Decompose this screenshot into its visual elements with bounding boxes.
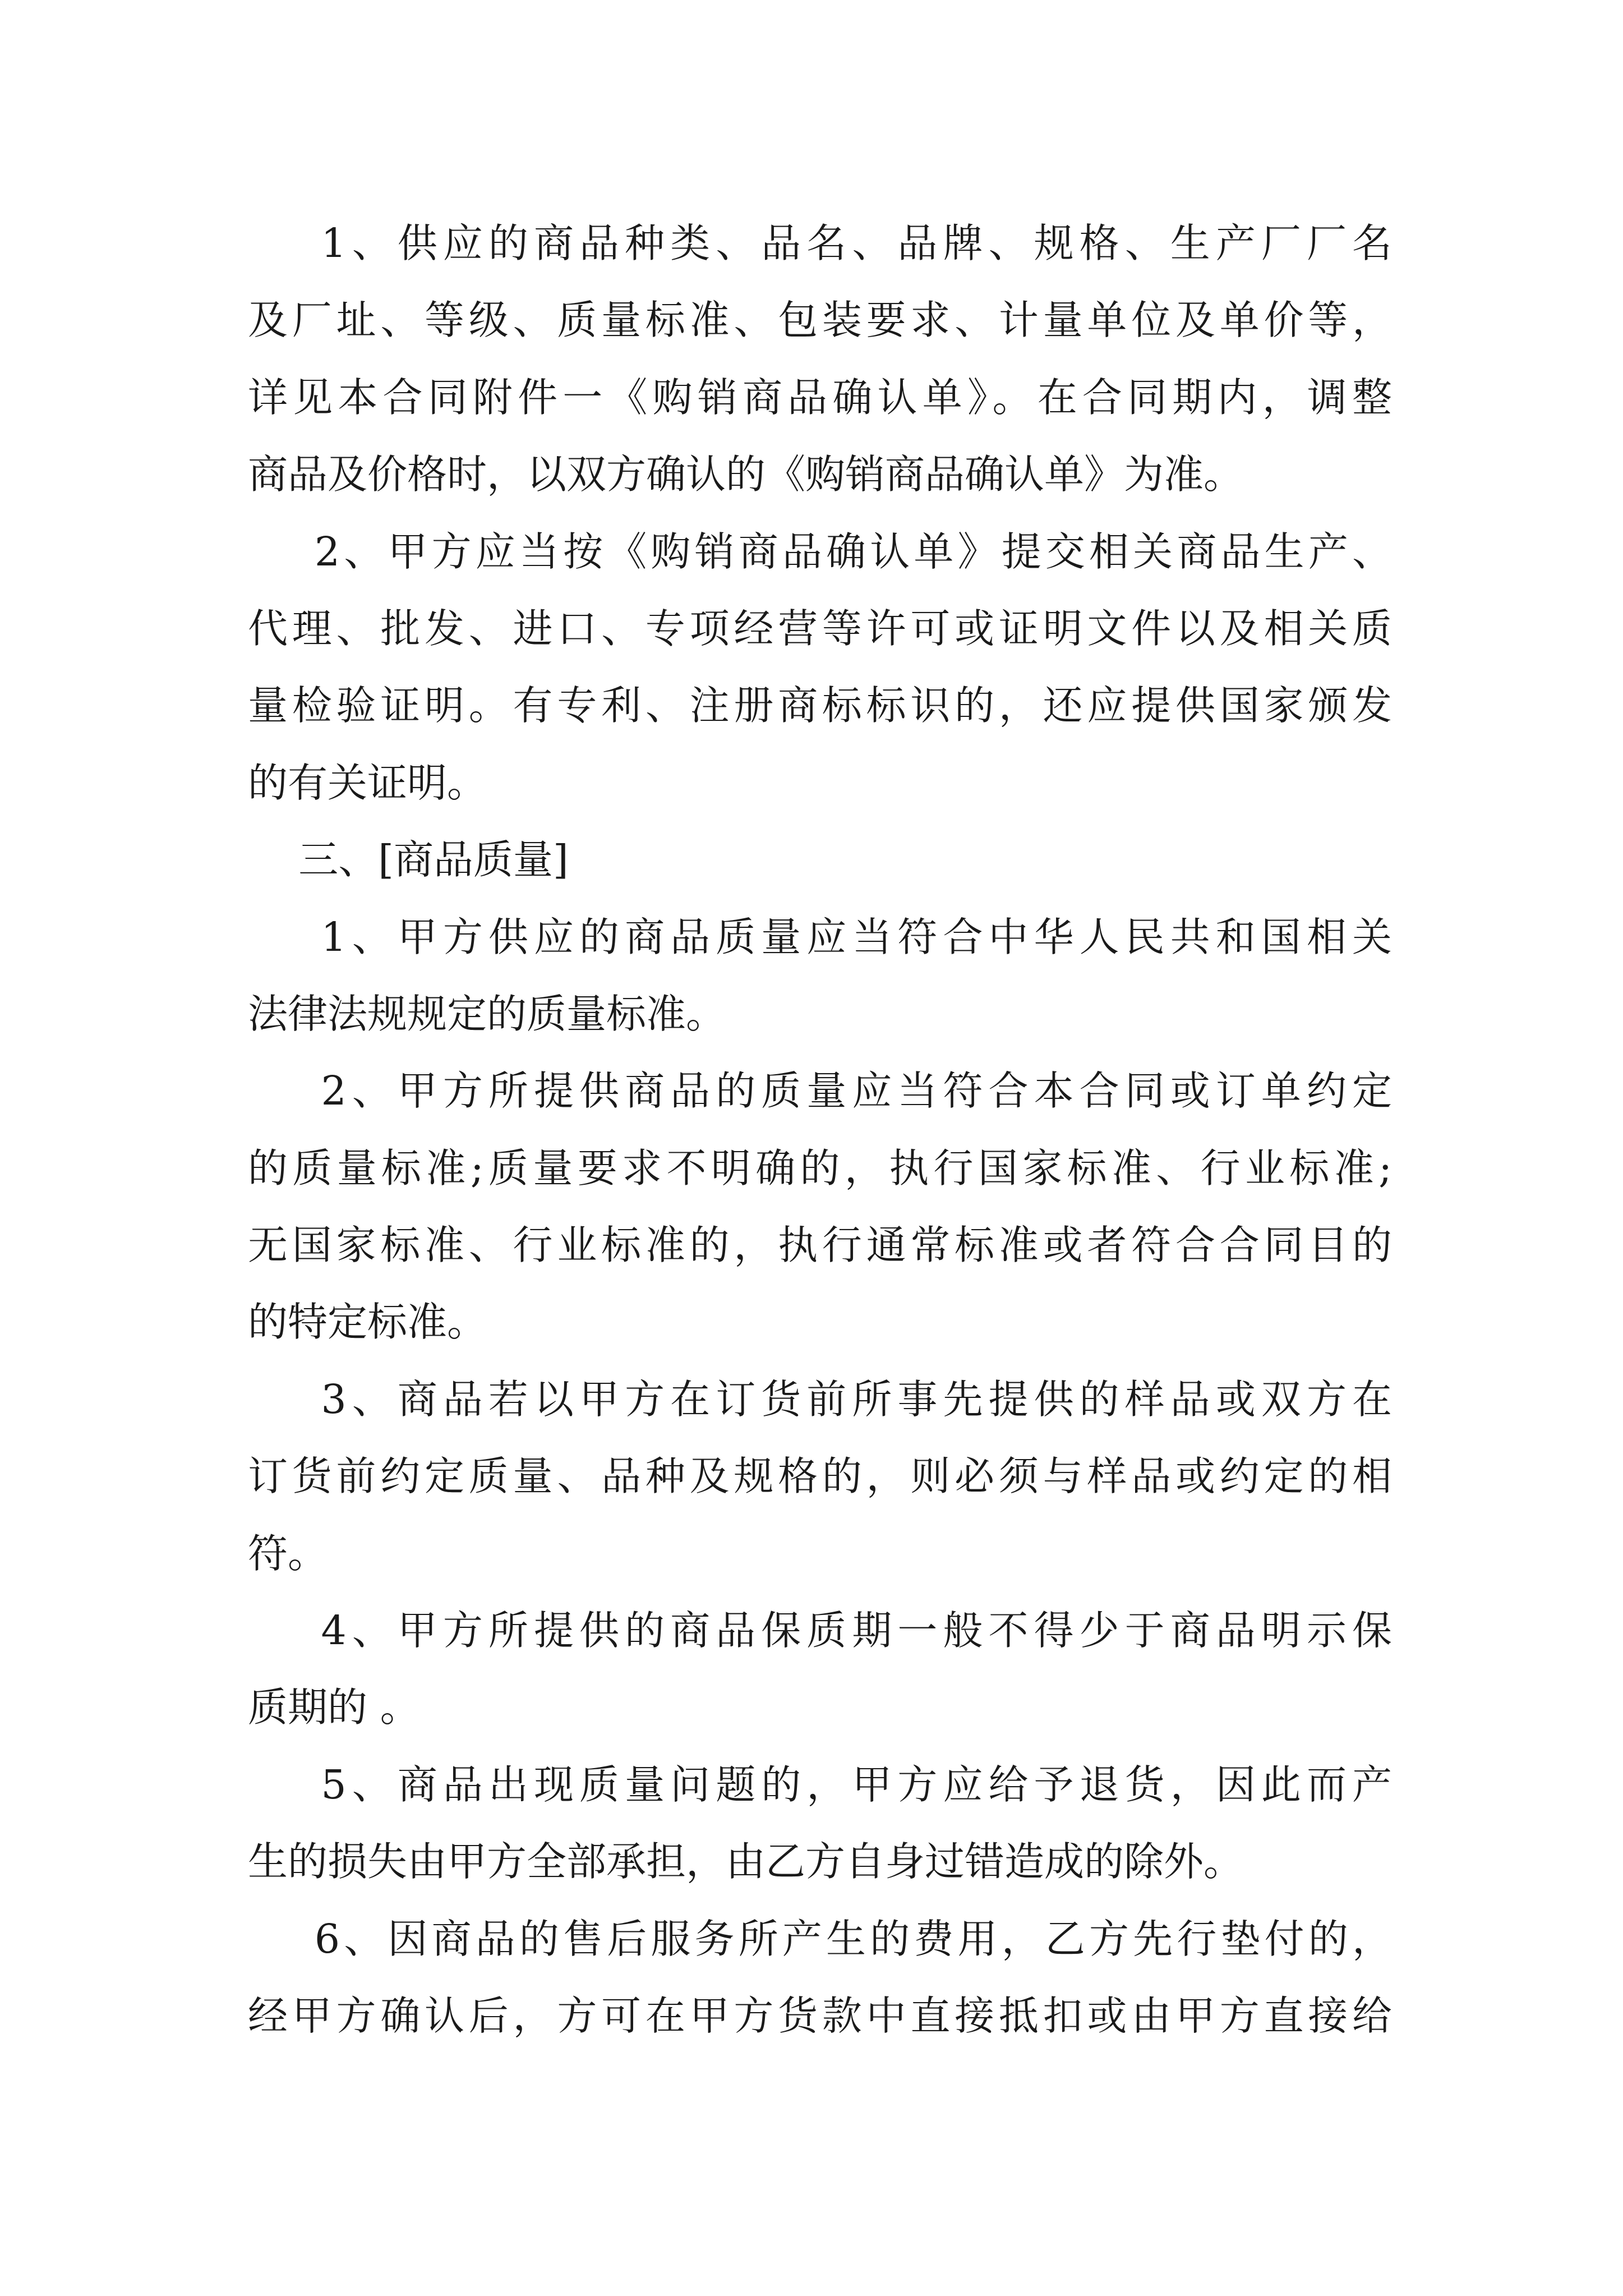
text-line: 商品及价格时，以双方确认的《购销商品确认单》为准。 — [248, 451, 1244, 498]
text-line: 的有关证明。 — [248, 759, 487, 806]
text-line: 法律法规规定的质量标准。 — [248, 990, 726, 1037]
text-line: 1、供应的商品种类、品名、品牌、规格、生产厂厂名 — [248, 220, 1392, 266]
text-line: 的特定标准。 — [248, 1299, 487, 1346]
text-line: 4、甲方所提供的商品保质期一般不得少于商品明示保 — [248, 1607, 1392, 1654]
text-line: 质期的 。 — [248, 1684, 420, 1731]
text-line: 3、商品若以甲方在订货前所事先提供的样品或双方在 — [248, 1375, 1392, 1423]
text-line: 及厂址、等级、质量标准、包装要求、计量单位及单价等， — [248, 297, 1392, 344]
document-body — [248, 205, 1392, 2054]
paragraph-quality-6 — [248, 1901, 1392, 2055]
text-line: 的质量标准;质量要求不明确的，执行国家标准、行业标准; — [248, 1144, 1392, 1191]
paragraph-quality-2 — [248, 1052, 1392, 1361]
paragraph-clause-2 — [248, 513, 1392, 822]
text-line: 2、甲方应当按《购销商品确认单》提交相关商品生产、 — [248, 528, 1392, 575]
text-line: 无国家标准、行业标准的，执行通常标准或者符合合同目的 — [248, 1222, 1392, 1269]
text-line: 代理、批发、进口、专项经营等许可或证明文件以及相关质 — [248, 605, 1392, 652]
text-line: 订货前约定质量、品种及规格的，则必须与样品或约定的相 — [248, 1453, 1392, 1500]
paragraph-quality-4 — [248, 1592, 1392, 1746]
paragraph-quality-5 — [248, 1746, 1392, 1901]
text-line: 2、甲方所提供商品的质量应当符合本合同或订单约定 — [248, 1068, 1392, 1115]
text-line: 6、因商品的售后服务所产生的费用，乙方先行垫付的， — [248, 1915, 1392, 1962]
text-line: 详见本合同附件一《购销商品确认单》。在合同期内，调整 — [248, 374, 1392, 421]
text-line: 5、商品出现质量问题的，甲方应给予退货，因此而产 — [248, 1761, 1392, 1808]
section-heading-text: 三、[商品质量] — [248, 836, 569, 884]
text-line: 1、甲方供应的商品质量应当符合中华人民共和国相关 — [248, 913, 1392, 960]
text-line: 生的损失由甲方全部承担，由乙方自身过错造成的除外。 — [248, 1838, 1244, 1885]
section-heading-quality — [248, 821, 1392, 898]
paragraph-quality-3 — [248, 1361, 1392, 1592]
paragraph-clause-1 — [248, 205, 1392, 513]
paragraph-quality-1 — [248, 899, 1392, 1053]
text-line: 符。 — [248, 1530, 328, 1577]
text-line: 量检验证明。有专利、注册商标标识的，还应提供国家颁发 — [248, 682, 1392, 729]
text-line: 经甲方确认后，方可在甲方货款中直接抵扣或由甲方直接给 — [248, 1992, 1392, 2039]
